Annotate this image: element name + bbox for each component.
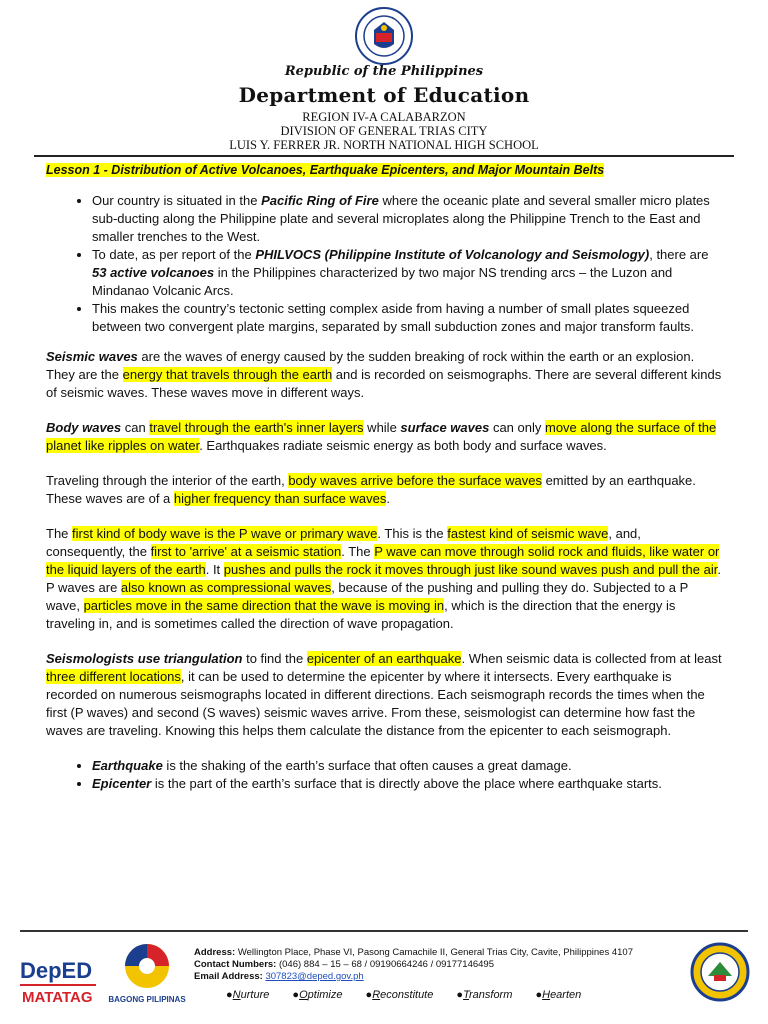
paragraph-body-waves: Body waves can travel through the earth's inner layers while surface waves can only move along the surface of the planet like ripples on water. Earthquakes radiate seismic energy as both body and surface waves.	[46, 420, 717, 453]
paragraph-triangulation: Seismologists use triangulation to find the epicenter of an earthquake. When seismic data is collected from at least three different locations, it can be used to determine the epicenter by where it intersects. Every earthquake is recorded on numerous seismographs located in different directions. Each seismograph records the times when the first (P waves) and second (S waves) seismic waves arrive. From these, seismologist can determine how fast the waves are traveling. Knowing this helps them calculate the distance from the epicenter to each seismograph.	[46, 651, 722, 738]
svg-text:BAGONG PILIPINAS: BAGONG PILIPINAS	[108, 995, 186, 1004]
school-line: LUIS Y. FERRER JR. NORTH NATIONAL HIGH SCHOOL	[229, 138, 539, 152]
intro-bullet-list	[46, 192, 722, 336]
motto-item: ●Reconstitute	[365, 989, 434, 1001]
list-item: • Our country is situated in the Pacific Ring of Fire where the oceanic plate and several smaller micro plates sub-ducting along the Philippine plate and several microplates along the Philippine Trench to the East and smaller trenches to the West.	[92, 192, 722, 246]
email-link[interactable]: 307823@deped.gov.ph	[265, 971, 364, 982]
lesson-title: Lesson 1 - Distribution of Active Volcanoes, Earthquake Epicenters, and Major Mountain Belts	[46, 163, 605, 177]
document-body	[46, 192, 722, 793]
footer-contact: Contact Numbers: (046) 884 – 15 – 68 / 09190664246 / 09177146495	[194, 959, 494, 970]
motto-item: ●Nurture	[226, 989, 270, 1001]
list-item: • This makes the country’s tectonic setting complex aside from having a number of small plates squeezed between two convergent plate margins, separated by small subduction zones and major transform faults.	[92, 300, 722, 336]
deped-seal-icon	[354, 6, 414, 66]
list-item: • To date, as per report of the PHILVOCS (Philippine Institute of Volcanology and Seismology), there are 53 active volcanoes in the Philippines characterized by two major NS trending arcs – the Luzon and Mindanao Volcanic Arcs.	[92, 246, 722, 300]
school-seal-icon	[690, 942, 750, 1002]
region-line: REGION IV-A CALABARZON	[302, 110, 466, 124]
list-item: • Epicenter is the part of the earth’s surface that is directly above the place where earthquake starts.	[92, 775, 722, 793]
motto-item: ●Hearten	[535, 989, 582, 1001]
paragraph-p-wave: The first kind of body wave is the P wave or primary wave. This is the fastest kind of seismic wave, and, consequently, the first to 'arrive' at a seismic station. The P wave can move through solid rock and fluids, like water or the liquid layers of the earth. It pushes and pulls the rock it moves through just like sound waves push and pull the air. P waves are also known as compressional waves, because of the pushing and pulling they do. Subjected to a P wave, particles move in the same direction that the wave is moving in, which is the direction that the energy is traveling in, and is sometimes called the direction of wave propagation.	[46, 526, 721, 631]
footer-motto	[226, 989, 666, 1001]
header-divider	[34, 155, 734, 157]
deped-matatag-logo	[18, 950, 98, 1012]
footer-divider	[20, 930, 748, 932]
paragraph-seismic-waves: Seismic waves are the waves of energy caused by the sudden breaking of rock within the earth or an explosion. They are the energy that travels through the earth and is recorded on seismographs. There are several different kinds of seismic waves. These waves move in different ways.	[46, 349, 722, 400]
footer-address: Address: Wellington Place, Phase VI, Pasong Camachile II, General Trias City, Cavite, Philippines 4107	[194, 947, 633, 958]
footer-contact-block	[194, 947, 694, 983]
motto-item: ●Optimize	[292, 989, 343, 1001]
definition-bullet-list	[46, 757, 722, 793]
footer-email: Email Address: 307823@deped.gov.ph	[194, 971, 364, 982]
motto-item: ●Transform	[456, 989, 513, 1001]
paragraph-traveling: Traveling through the interior of the earth, body waves arrive before the surface waves emitted by an earthquake. These waves are of a higher frequency than surface waves.	[46, 473, 696, 506]
division-line: DIVISION OF GENERAL TRIAS CITY	[280, 124, 488, 138]
bagong-pilipinas-logo	[104, 938, 190, 1010]
republic-line: Republic of the Philippines	[284, 64, 484, 79]
svg-text:DepED: DepED	[20, 958, 93, 983]
department-title: Department of Education	[238, 83, 530, 107]
list-item: • Earthquake is the shaking of the earth’s surface that often causes a great damage.	[92, 757, 722, 775]
svg-text:MATATAG: MATATAG	[22, 989, 93, 1006]
